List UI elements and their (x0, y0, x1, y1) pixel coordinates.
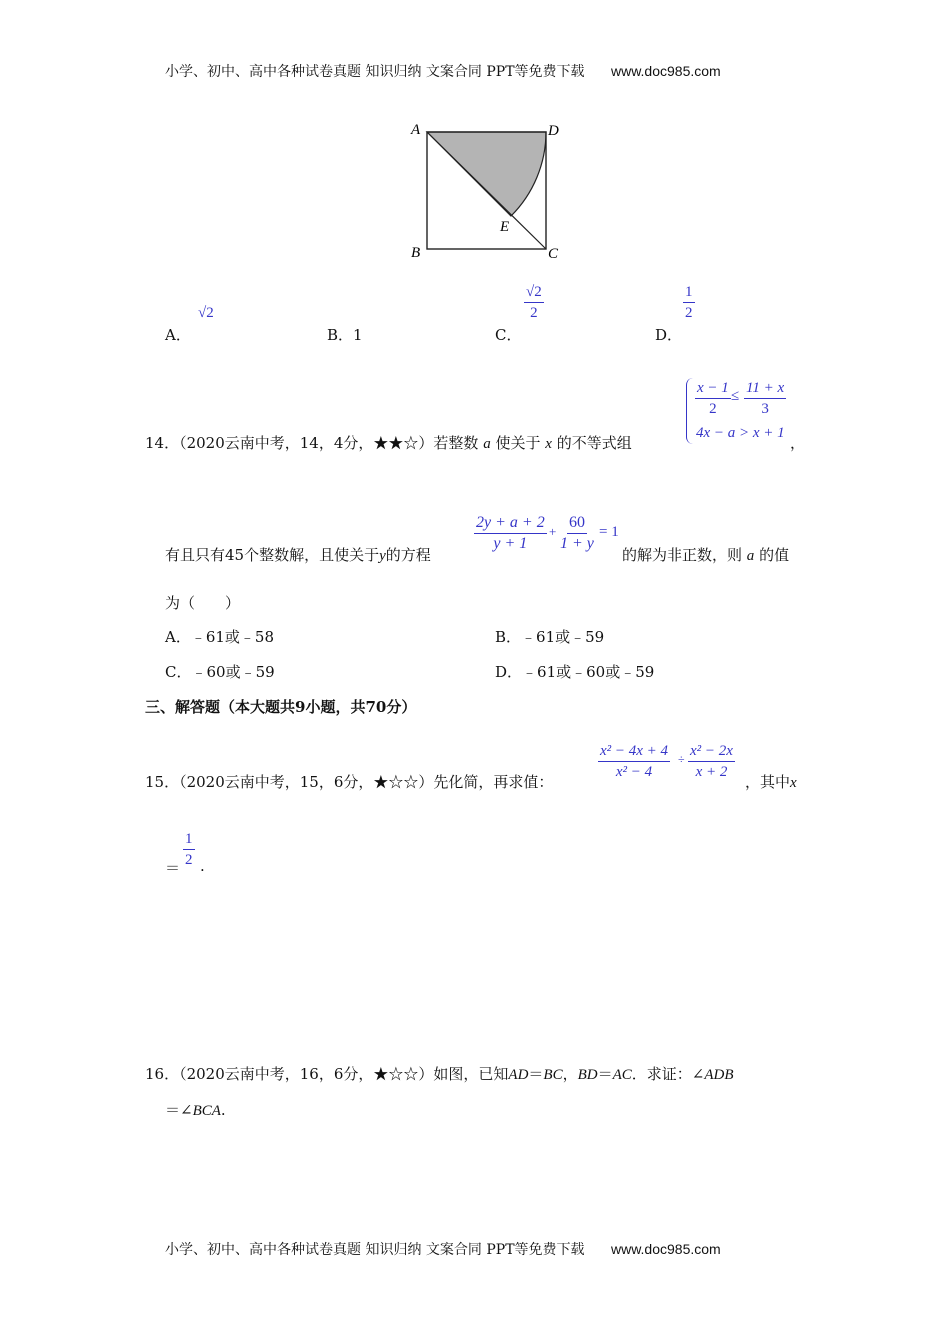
q13-option-a[interactable]: A． (165, 326, 191, 344)
page-header (165, 61, 721, 81)
geometry-figure (400, 115, 580, 265)
q14-stem-line2a: 有且只有45个整数解，且使关于y的方程 (165, 546, 431, 564)
q15-stem: 15．（2020云南中考，15，6分，★☆☆）先化简，再求值： (145, 773, 554, 791)
inequality-2: 4x − a > x + 1 (696, 425, 785, 441)
page-footer (165, 1239, 721, 1259)
q14-option-b[interactable]: B．﹣61或﹣59 (495, 628, 605, 646)
inequality-rhs: $\frac{11 + x}{3}$ (746, 380, 785, 417)
inequality-lhs: $\frac{x - 1}{2}$ (697, 380, 729, 417)
footer-text: 小学、初中、高中各种试卷真题 知识归纳 文案合同 PPT等免费下载 (165, 1242, 585, 1258)
label-d: D (548, 123, 559, 139)
equals-sign: ＝ (165, 859, 181, 877)
q13-option-b[interactable]: B．1 (327, 326, 363, 344)
q16-stem-line1: 16．（2020云南中考，16，6分，★☆☆）如图，已知AD＝BC，BD＝AC．求证：∠ADB (145, 1065, 734, 1083)
q15-value: $\frac{1}{2}$ (185, 831, 193, 868)
q13-option-a-value: √2 (198, 305, 214, 321)
comma: ， (790, 434, 806, 452)
header-text: 小学、初中、高中各种试卷真题 知识归纳 文案合同 PPT等免费下载 (165, 64, 585, 80)
label-c: C (548, 246, 559, 262)
period: . (200, 857, 205, 875)
section-heading: 三、解答题（本大题共9小题，共70分） (145, 698, 417, 716)
divide-sign: ÷ (678, 752, 685, 766)
label-a: A (411, 122, 421, 138)
q13-option-d-fraction: $\frac{1}{2}$ (685, 284, 693, 321)
label-e: E (500, 219, 510, 235)
header-url[interactable]: www.doc985.com (610, 63, 721, 79)
equation-frac1: $\frac{2y + a + 2}{y + 1}$ (476, 514, 545, 552)
q14-option-a[interactable]: A．﹣61或﹣58 (165, 628, 275, 646)
q14-stem-line3: 为（ ） (165, 594, 241, 612)
equation-frac2: $\frac{60}{1 + y}$ (560, 514, 594, 552)
q15-suffix: ，其中x (745, 773, 797, 791)
q16-stem-line2: ＝∠BCA. (165, 1101, 226, 1119)
q13-option-c-fraction: $\frac{√2}{2}$ (526, 284, 542, 321)
q13-option-d[interactable]: D． (655, 326, 683, 344)
shaded-region (427, 132, 546, 216)
label-b: B (411, 245, 421, 261)
equation-rhs: = 1 (599, 524, 619, 540)
q14-stem-line1: 14．（2020云南中考，14，4分，★★☆）若整数 a 使关于 x 的不等式组 (145, 434, 632, 452)
q15-frac2: $\frac{\text{x² − 2x}}{x + 2}$ (690, 743, 733, 780)
q14-option-d[interactable]: D．﹣61或﹣60或﹣59 (495, 663, 655, 681)
q14-stem-line2b: 的解为非正数，则 a 的值 (622, 546, 790, 564)
plus-sign: + (549, 524, 557, 539)
leq-sign: ≤ (731, 388, 740, 404)
footer-url[interactable]: www.doc985.com (610, 1241, 721, 1257)
q14-option-c[interactable]: C．﹣60或﹣59 (165, 663, 275, 681)
q15-frac1: $\frac{\text{x² − 4x + 4}}{\text{x² − 4}}$ (600, 743, 669, 780)
system-brace (686, 378, 693, 444)
q13-option-c[interactable]: C． (495, 326, 522, 344)
